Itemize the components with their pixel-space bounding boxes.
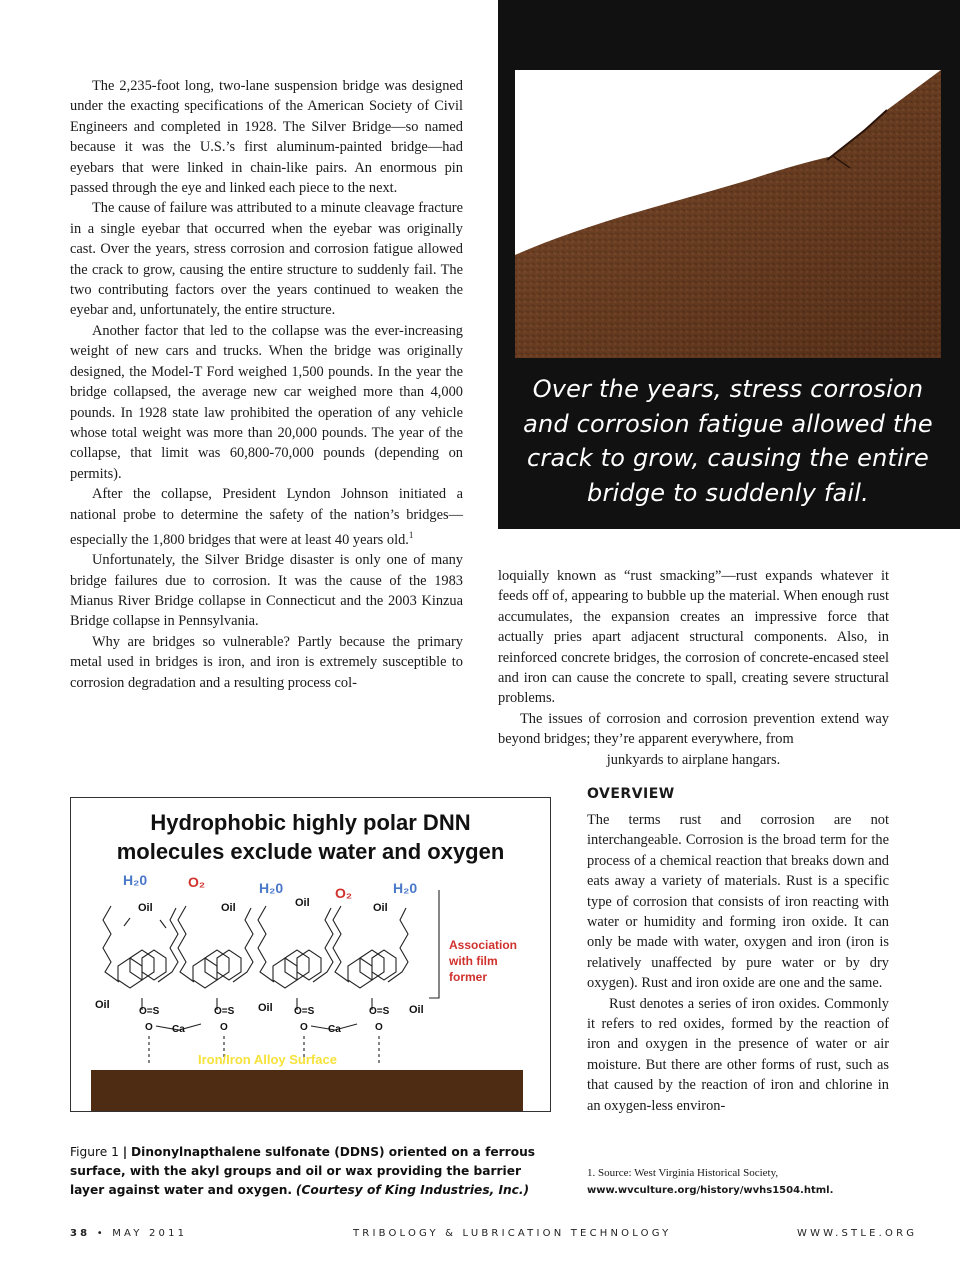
footnote-link[interactable]: www.wvculture.org/history/wvhs1504.html. bbox=[587, 1185, 834, 1196]
association-label: with film bbox=[449, 954, 498, 968]
sulfonate-label: O=S bbox=[369, 1006, 390, 1017]
sulfonate-label: O=S bbox=[214, 1006, 235, 1017]
oxygen-label: O bbox=[145, 1022, 153, 1033]
o2-label: O₂ bbox=[335, 885, 353, 901]
caption-credit: (Courtesy of King Industries, Inc.) bbox=[295, 1183, 530, 1197]
caption-separator: | bbox=[122, 1145, 128, 1159]
footnote-text: 1. Source: West Virginia Historical Society, bbox=[587, 1167, 779, 1179]
oil-label: Oil bbox=[373, 902, 388, 914]
oil-label: Oil bbox=[409, 1004, 424, 1016]
oxygen-label: O bbox=[300, 1022, 308, 1033]
paragraph: The issues of corrosion and corrosion prevention extend way beyond bridges; they’re apparent everywhere, from bbox=[498, 710, 889, 748]
sulfonate-label: O=S bbox=[294, 1006, 315, 1017]
iron-surface bbox=[91, 1070, 523, 1111]
oil-label: Oil bbox=[95, 999, 110, 1011]
surface-label: Iron/Iron Alloy Surface bbox=[198, 1052, 337, 1067]
h2o-label: H₂0 bbox=[123, 872, 148, 888]
paragraph: Why are bridges so vulnerable? Partly because the primary metal used in bridges is iron, and iron is extremely susceptible to corrosion degradation and a resulting process col- bbox=[70, 633, 463, 691]
sulfonate-label: O=S bbox=[139, 1006, 160, 1017]
left-column-text bbox=[70, 76, 463, 693]
right-column-text bbox=[498, 566, 889, 770]
paragraph: loquially known as “rust smacking”—rust expands whatever it feeds off of, appearing to bubble up the material. When enough rust accumulates, the expansion creates an impressive force that actually pries apart adjacent structural components. Also, in reinforced concrete bridges, the corrosion of concrete-encased steel and iron can cause the concrete to spall, creating severe structural problems. bbox=[498, 568, 889, 707]
corroded-eyebar-photo bbox=[515, 70, 941, 358]
h2o-label: H₂0 bbox=[259, 880, 284, 896]
paragraph: The terms rust and corrosion are not interchangeable. Corrosion is the broad term for the process of a chemical reaction that breaks down and eats away a variety of materials. Rust is a specific type of corrosion that consists of iron reacting with water or humidity and forming iron oxide. It can only be made with water, oxygen and iron (iron is relatively unaffected by pure water or by dry oxygen). Rust and iron oxide are one and the same. bbox=[587, 812, 889, 992]
caption-text: Dinonylnapthalene sulfonate (DDNS) oriented on a ferrous surface, with the akyl groups and oil or wax providing the barrier layer against water and oxygen. bbox=[70, 1145, 535, 1197]
footnote bbox=[587, 1165, 889, 1199]
association-label: Association bbox=[449, 938, 518, 952]
o2-label: O₂ bbox=[188, 874, 206, 890]
figure-caption bbox=[70, 1143, 555, 1200]
oil-label: Oil bbox=[138, 902, 153, 914]
paragraph: The cause of failure was attributed to a minute cleavage fracture in a single eyebar that occurred when the eyebar was originally cast. Over the years, stress corrosion and corrosion fatigue allowed the crack to grow, causing the entire structure to suddenly fail. The two contributing factors over the years continued to weaken the eyebar and, unfortunately, the entire structure. bbox=[70, 200, 463, 319]
page-number: 38 bbox=[70, 1228, 91, 1239]
footer-bullet: • bbox=[96, 1228, 106, 1239]
website-link[interactable]: WWW.STLE.ORG bbox=[797, 1228, 918, 1239]
pull-quote: Over the years, stress corrosion and corrosion fatigue allowed the crack to grow, causing the entire bridge to suddenly fail. bbox=[523, 375, 933, 507]
calcium-label: Ca bbox=[172, 1024, 185, 1035]
paragraph: Another factor that led to the collapse was the ever-increasing weight of new cars and trucks. When the bridge was originally designed, the Model-T Ford weighed 1,500 pounds. In the year the bridge collapsed, the average new car weighed more than 4,000 pounds. In 1928 state law prohibited the operation of any vehicle whose total weight was more than 20,000 pounds. The year of the collapse, that limit was 60,800-70,000 pounds (depending on permits). bbox=[70, 322, 463, 482]
paragraph: Unfortunately, the Silver Bridge disaster is only one of many bridge failures due to corrosion. It was the cause of the 1983 Mianus River Bridge collapse in Connecticut and the 2003 Kinzua Bridge collapse in Pennsylvania. bbox=[70, 552, 463, 630]
paragraph: junkyards to airplane hangars. bbox=[606, 751, 781, 768]
overview-text bbox=[587, 810, 889, 1116]
oil-label: Oil bbox=[258, 1002, 273, 1014]
dnn-molecule-diagram bbox=[71, 798, 550, 1111]
footnote-reference[interactable]: 1 bbox=[408, 529, 414, 540]
paragraph: Rust denotes a series of iron oxides. Commonly it refers to red oxides, formed by the reaction of iron and oxygen in the presence of water or air moisture. But there are other forms of rust, such as that caused by the reaction of iron and chlorine in an oxygen-less environ- bbox=[587, 995, 889, 1114]
corroded-eyebar-image bbox=[515, 70, 941, 358]
h2o-label: H₂0 bbox=[393, 880, 418, 896]
oxygen-label: O bbox=[220, 1022, 228, 1033]
publication-name: TRIBOLOGY & LUBRICATION TECHNOLOGY bbox=[353, 1228, 672, 1239]
footer-page-info bbox=[70, 1228, 187, 1239]
association-label: former bbox=[449, 970, 488, 984]
oil-label: Oil bbox=[221, 902, 236, 914]
issue-date: MAY 2011 bbox=[112, 1228, 188, 1239]
figure-label: Figure 1 bbox=[70, 1145, 119, 1159]
figure-1 bbox=[70, 797, 551, 1112]
section-heading: OVERVIEW bbox=[587, 786, 675, 802]
figure-title-line: Hydrophobic highly polar DNN bbox=[150, 810, 471, 835]
calcium-label: Ca bbox=[328, 1024, 341, 1035]
figure-title-line: molecules exclude water and oxygen bbox=[116, 839, 505, 864]
oxygen-label: O bbox=[375, 1022, 383, 1033]
paragraph: The 2,235-foot long, two-lane suspension bridge was designed under the exacting specifications of the American Society of Civil Engineers and completed in 1928. The Silver Bridge—so named because it was the U.S.’s first aluminum-painted bridge—had eyebars that were linked in chain-like pairs. An enormous pin passed through the eye and linked each piece to the next. bbox=[70, 78, 463, 197]
paragraph: After the collapse, President Lyndon Johnson initiated a national probe to determine the safety of the nation’s bridges—especially the 1,800 bridges that were at least 40 years old.$^1$ bbox=[70, 486, 463, 548]
oil-label: Oil bbox=[295, 897, 310, 909]
